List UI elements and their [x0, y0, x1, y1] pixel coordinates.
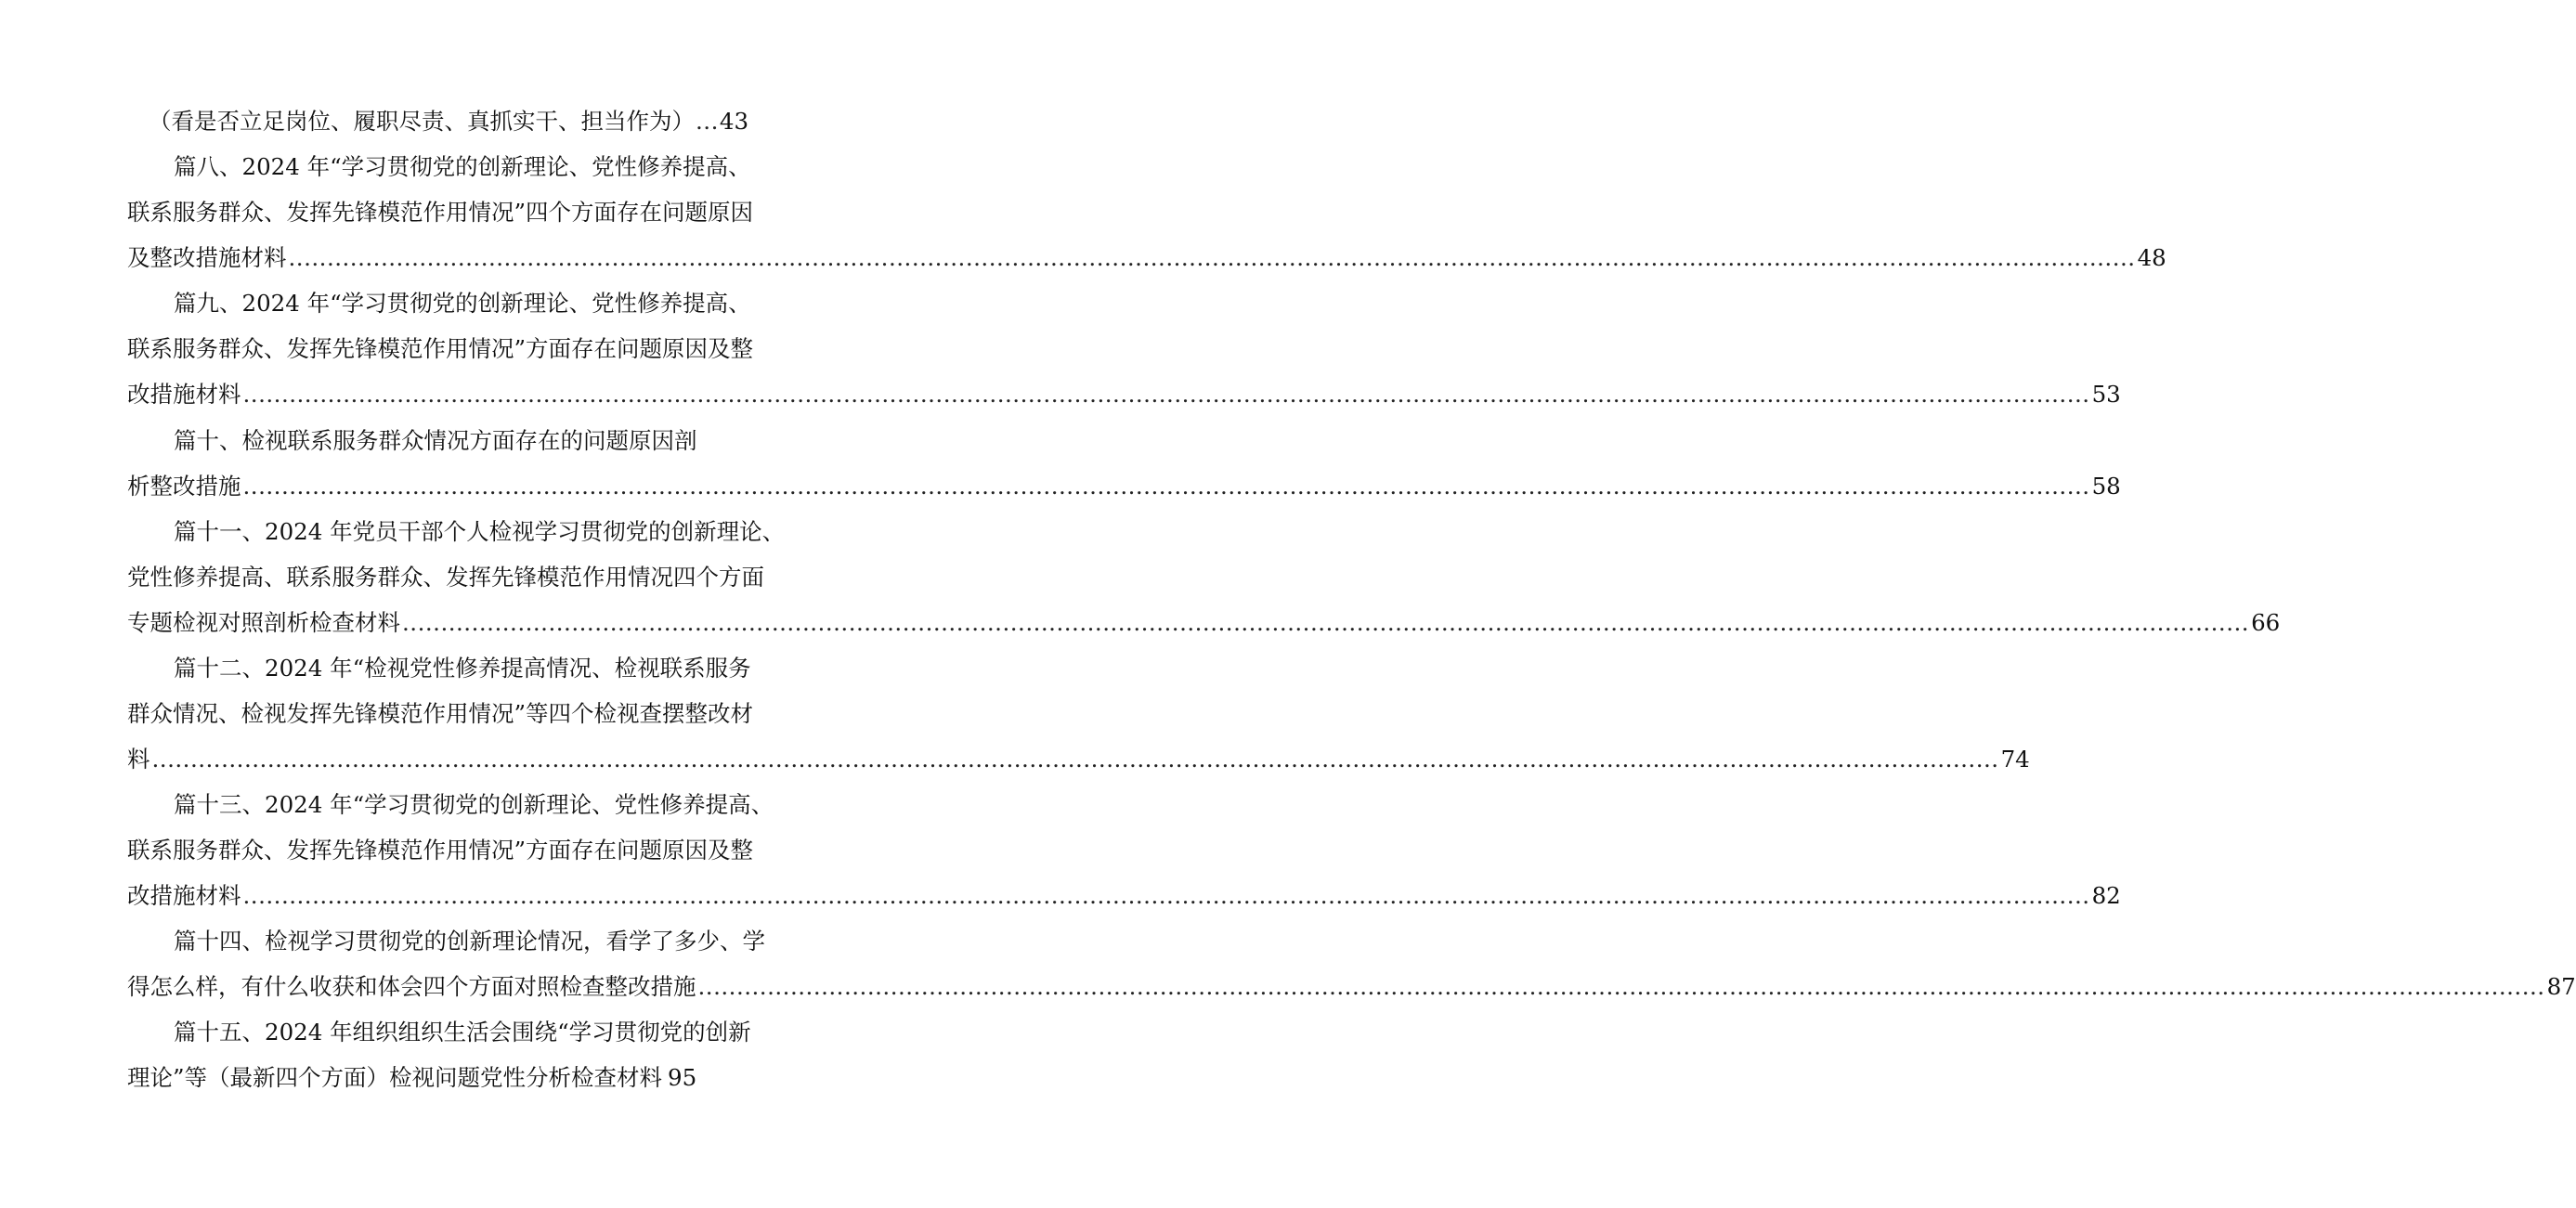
toc-entry-line: [127, 331, 754, 368]
toc-entry-line: [127, 832, 754, 869]
toc-entry-text: 析整改措施: [127, 473, 241, 500]
toc-page-number: 48: [2137, 244, 2166, 271]
dot-leader: [243, 877, 2090, 915]
dot-leader: [243, 376, 2090, 413]
toc-entry-line: [127, 968, 2576, 1006]
toc-entry-text: 篇十二、2024 年“检视党性修养提高情况、检视联系服务: [174, 655, 751, 682]
dot-leader: [289, 240, 2136, 277]
toc-page-number: 87: [2546, 973, 2576, 1000]
toc-entry-line: [174, 149, 751, 186]
toc-entry-line: [127, 1059, 731, 1097]
toc-page-number: 58: [2091, 473, 2121, 500]
toc-entry-line: [127, 559, 764, 596]
dot-leader: [152, 741, 1999, 778]
toc-entry-text: 篇十五、2024 年组织组织生活会围绕“学习贯彻党的创新: [174, 1019, 751, 1046]
toc-entry-text: 篇八、2024 年“学习贯彻党的创新理论、党性修养提高、: [174, 153, 751, 180]
toc-entry-text: （看是否立足岗位、履职尽责、真抓实干、担当作为）: [149, 108, 695, 135]
toc-page-number: 95: [668, 1064, 697, 1091]
toc-entry-text: 篇十三、2024 年“学习贯彻党的创新理论、党性修养提高、: [174, 791, 774, 818]
toc-entry-text: 得怎么样，有什么收获和体会四个方面对照检查整改措施: [127, 973, 696, 1000]
toc-entry-line: [127, 741, 2030, 778]
toc-page-number: 43: [719, 108, 749, 135]
toc-entry-line: [127, 695, 754, 733]
toc-entry-line: [174, 923, 765, 960]
toc-entry-text: 篇十、检视联系服务群众情况方面存在的问题原因剖: [174, 427, 697, 454]
toc-entry-text: 联系服务群众、发挥先锋模范作用情况”方面存在问题原因及整: [127, 335, 754, 362]
toc-entry-line: [174, 285, 751, 322]
toc-entry-line: [174, 1014, 751, 1051]
toc-entry-line: [174, 786, 774, 824]
toc-entry-line: [174, 422, 731, 460]
toc-entry-text: 篇九、2024 年“学习贯彻党的创新理论、党性修养提高、: [174, 290, 751, 317]
toc-entry-line: [127, 877, 2121, 915]
toc-entry-line: [127, 376, 2121, 413]
toc-entry-text: 篇十四、检视学习贯彻党的创新理论情况，看学了多少、学: [174, 928, 765, 955]
toc-entry-line: [127, 194, 754, 231]
toc-entry-text: 联系服务群众、发挥先锋模范作用情况”四个方面存在问题原因: [127, 199, 754, 226]
toc-entry-text: 专题检视对照剖析检查材料: [127, 609, 400, 636]
toc-entry-line: [174, 650, 751, 687]
toc-page-number: 66: [2251, 609, 2281, 636]
toc-page-number: 74: [2000, 746, 2030, 773]
toc-entry-text: 料: [127, 746, 150, 773]
toc-entry-text: 改措施材料: [127, 381, 241, 408]
toc-entry-text: 联系服务群众、发挥先锋模范作用情况”方面存在问题原因及整: [127, 837, 754, 864]
dot-leader: [402, 604, 2249, 642]
toc-entry-text: 篇十一、2024 年党员干部个人检视学习贯彻党的创新理论、: [174, 518, 786, 545]
toc-page-number: 53: [2091, 381, 2121, 408]
toc-entry-line: [127, 240, 2166, 277]
toc-entry-line: [127, 468, 2121, 505]
toc-entry-text: 及整改措施材料: [127, 244, 287, 271]
dot-leader: [243, 468, 2090, 505]
toc-entry-text: 改措施材料: [127, 882, 241, 909]
toc-entry-text: 理论”等（最新四个方面）检视问题党性分析检查材料: [127, 1064, 663, 1091]
toc-entry-line: [174, 513, 786, 551]
toc-entry-line: [127, 604, 2281, 642]
toc-page-number: 82: [2091, 882, 2121, 909]
toc-entry-text: 群众情况、检视发挥先锋模范作用情况”等四个检视查摆整改材: [127, 700, 754, 727]
dot-leader: [696, 103, 719, 140]
dot-leader: [698, 968, 2545, 1006]
toc-entry-line: [149, 103, 749, 140]
toc-entry-text: 党性修养提高、联系服务群众、发挥先锋模范作用情况四个方面: [127, 564, 764, 591]
